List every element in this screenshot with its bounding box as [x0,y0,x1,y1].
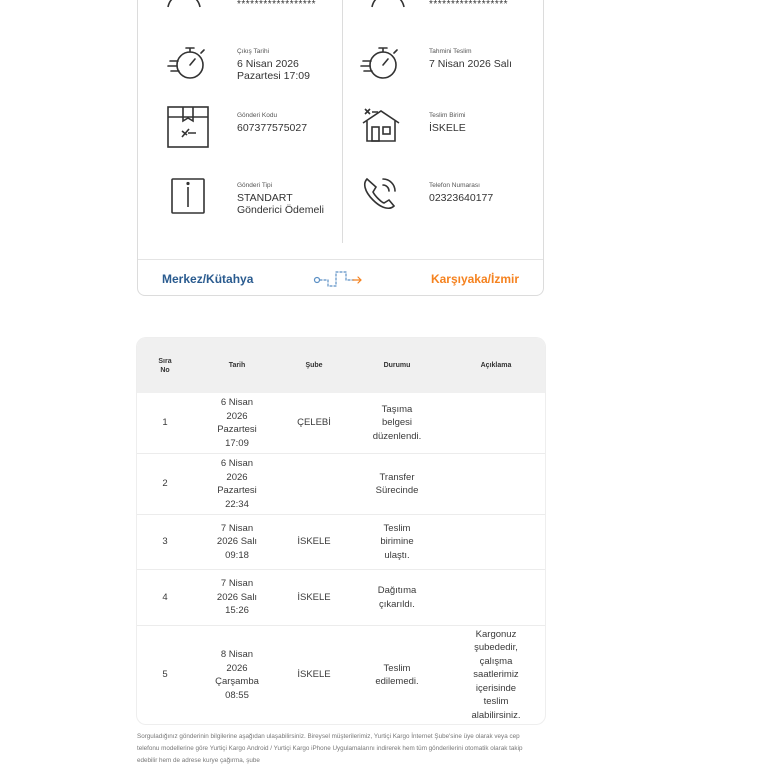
package-icon [166,105,210,149]
route-path-icon [313,268,367,288]
row-no: 2 [162,478,168,490]
movements-table [137,338,545,724]
route-divider [138,259,543,260]
header-status: Durumu [383,362,411,369]
route-origin: Merkez/Kütahya [162,272,254,286]
info-icon [166,175,210,219]
estimated-value: 7 Nisan 2026 Salı [429,58,512,70]
receiver-person-icon [366,0,410,9]
phone-value: 02323640177 [429,192,494,204]
sender-person-icon [162,0,206,9]
info-footnote: Sorguladığınız gönderinin bilgilerine aşağıdan ulaşabilirsiniz. Bireysel müşterilerimiz, Yurtiçi Kargo İnternet Şube'sine üye olarak veya cep telefonu modellerine göre Yurtiçi Kargo Android / Yurtiçi Kargo iPhone Uygulamalarını indirerek hem tüm gönderilerini otomatik olarak takip edebilir hem de adrese kurye çağırma, şube [137,733,523,764]
row-status: Transfer Sürecinde [375,471,419,496]
shipment-code-value: 607377575027 [237,122,308,134]
delivery-unit-label: Teslim Birimi [429,112,466,119]
row-description [447,570,545,625]
row-no: 5 [162,669,168,681]
row-status: Teslim edilemedi. [375,662,419,687]
phone-icon [359,171,403,215]
header-branch: Şube [305,362,323,369]
row-no: 3 [162,536,168,548]
row-description [447,454,545,514]
row-branch: İSKELE [297,536,331,548]
header-description: Açıklama [480,362,512,369]
table-header [137,338,545,393]
departure-value: 6 Nisan 2026 Pazartesi 17:09 [237,58,310,82]
row-branch: İSKELE [297,669,331,681]
row-branch [281,454,347,514]
table-row [137,515,545,570]
row-branch: ÇELEBİ [297,417,331,429]
sender-masked: ****************** [237,0,317,10]
row-description [447,393,545,453]
table-row [137,454,545,515]
row-date: 7 Nisan 2026 Salı 09:18 [216,522,258,561]
row-date: 6 Nisan 2026 Pazartesi 22:34 [217,458,257,510]
row-date: 8 Nisan 2026 Çarşamba 08:55 [215,649,259,701]
row-no: 4 [162,591,168,603]
branch-building-icon [359,105,403,149]
row-branch: İSKELE [297,591,331,603]
shipment-code-label: Gönderi Kodu [237,112,278,119]
header-date: Tarih [228,362,246,369]
row-date: 6 Nisan 2026 Pazartesi 17:09 [217,397,257,449]
row-no: 1 [162,417,168,429]
receiver-masked: ****************** [429,0,509,10]
shipment-type-label: Gönderi Tipi [237,182,273,189]
shipment-card [137,0,544,296]
row-status: Taşıma belgesi düzenlendi. [372,403,422,442]
departure-label: Çıkış Tarihi [237,48,270,55]
row-date: 7 Nisan 2026 Salı 15:26 [216,578,258,617]
stopwatch-icon [166,41,210,85]
phone-label: Telefon Numarası [429,182,480,189]
estimated-label: Tahmini Teslim [429,48,472,55]
table-row [137,570,545,626]
shipment-type-value: STANDART Gönderici Ödemeli [237,192,324,216]
row-description: Kargonuz şubededir, çalışma saatlerimiz içerisinde teslim alabilirsiniz. [471,628,521,721]
row-description [447,515,545,569]
table-row [137,626,545,724]
table-row [137,393,545,454]
delivery-unit-value: İSKELE [429,122,466,134]
route-destination: Karşıyaka/İzmir [430,272,519,286]
header-no: Sıra No [158,357,172,374]
row-status: Teslim birimine ulaştı. [380,522,414,561]
stopwatch-icon [359,41,403,85]
row-status: Dağıtıma çıkarıldı. [377,585,417,610]
